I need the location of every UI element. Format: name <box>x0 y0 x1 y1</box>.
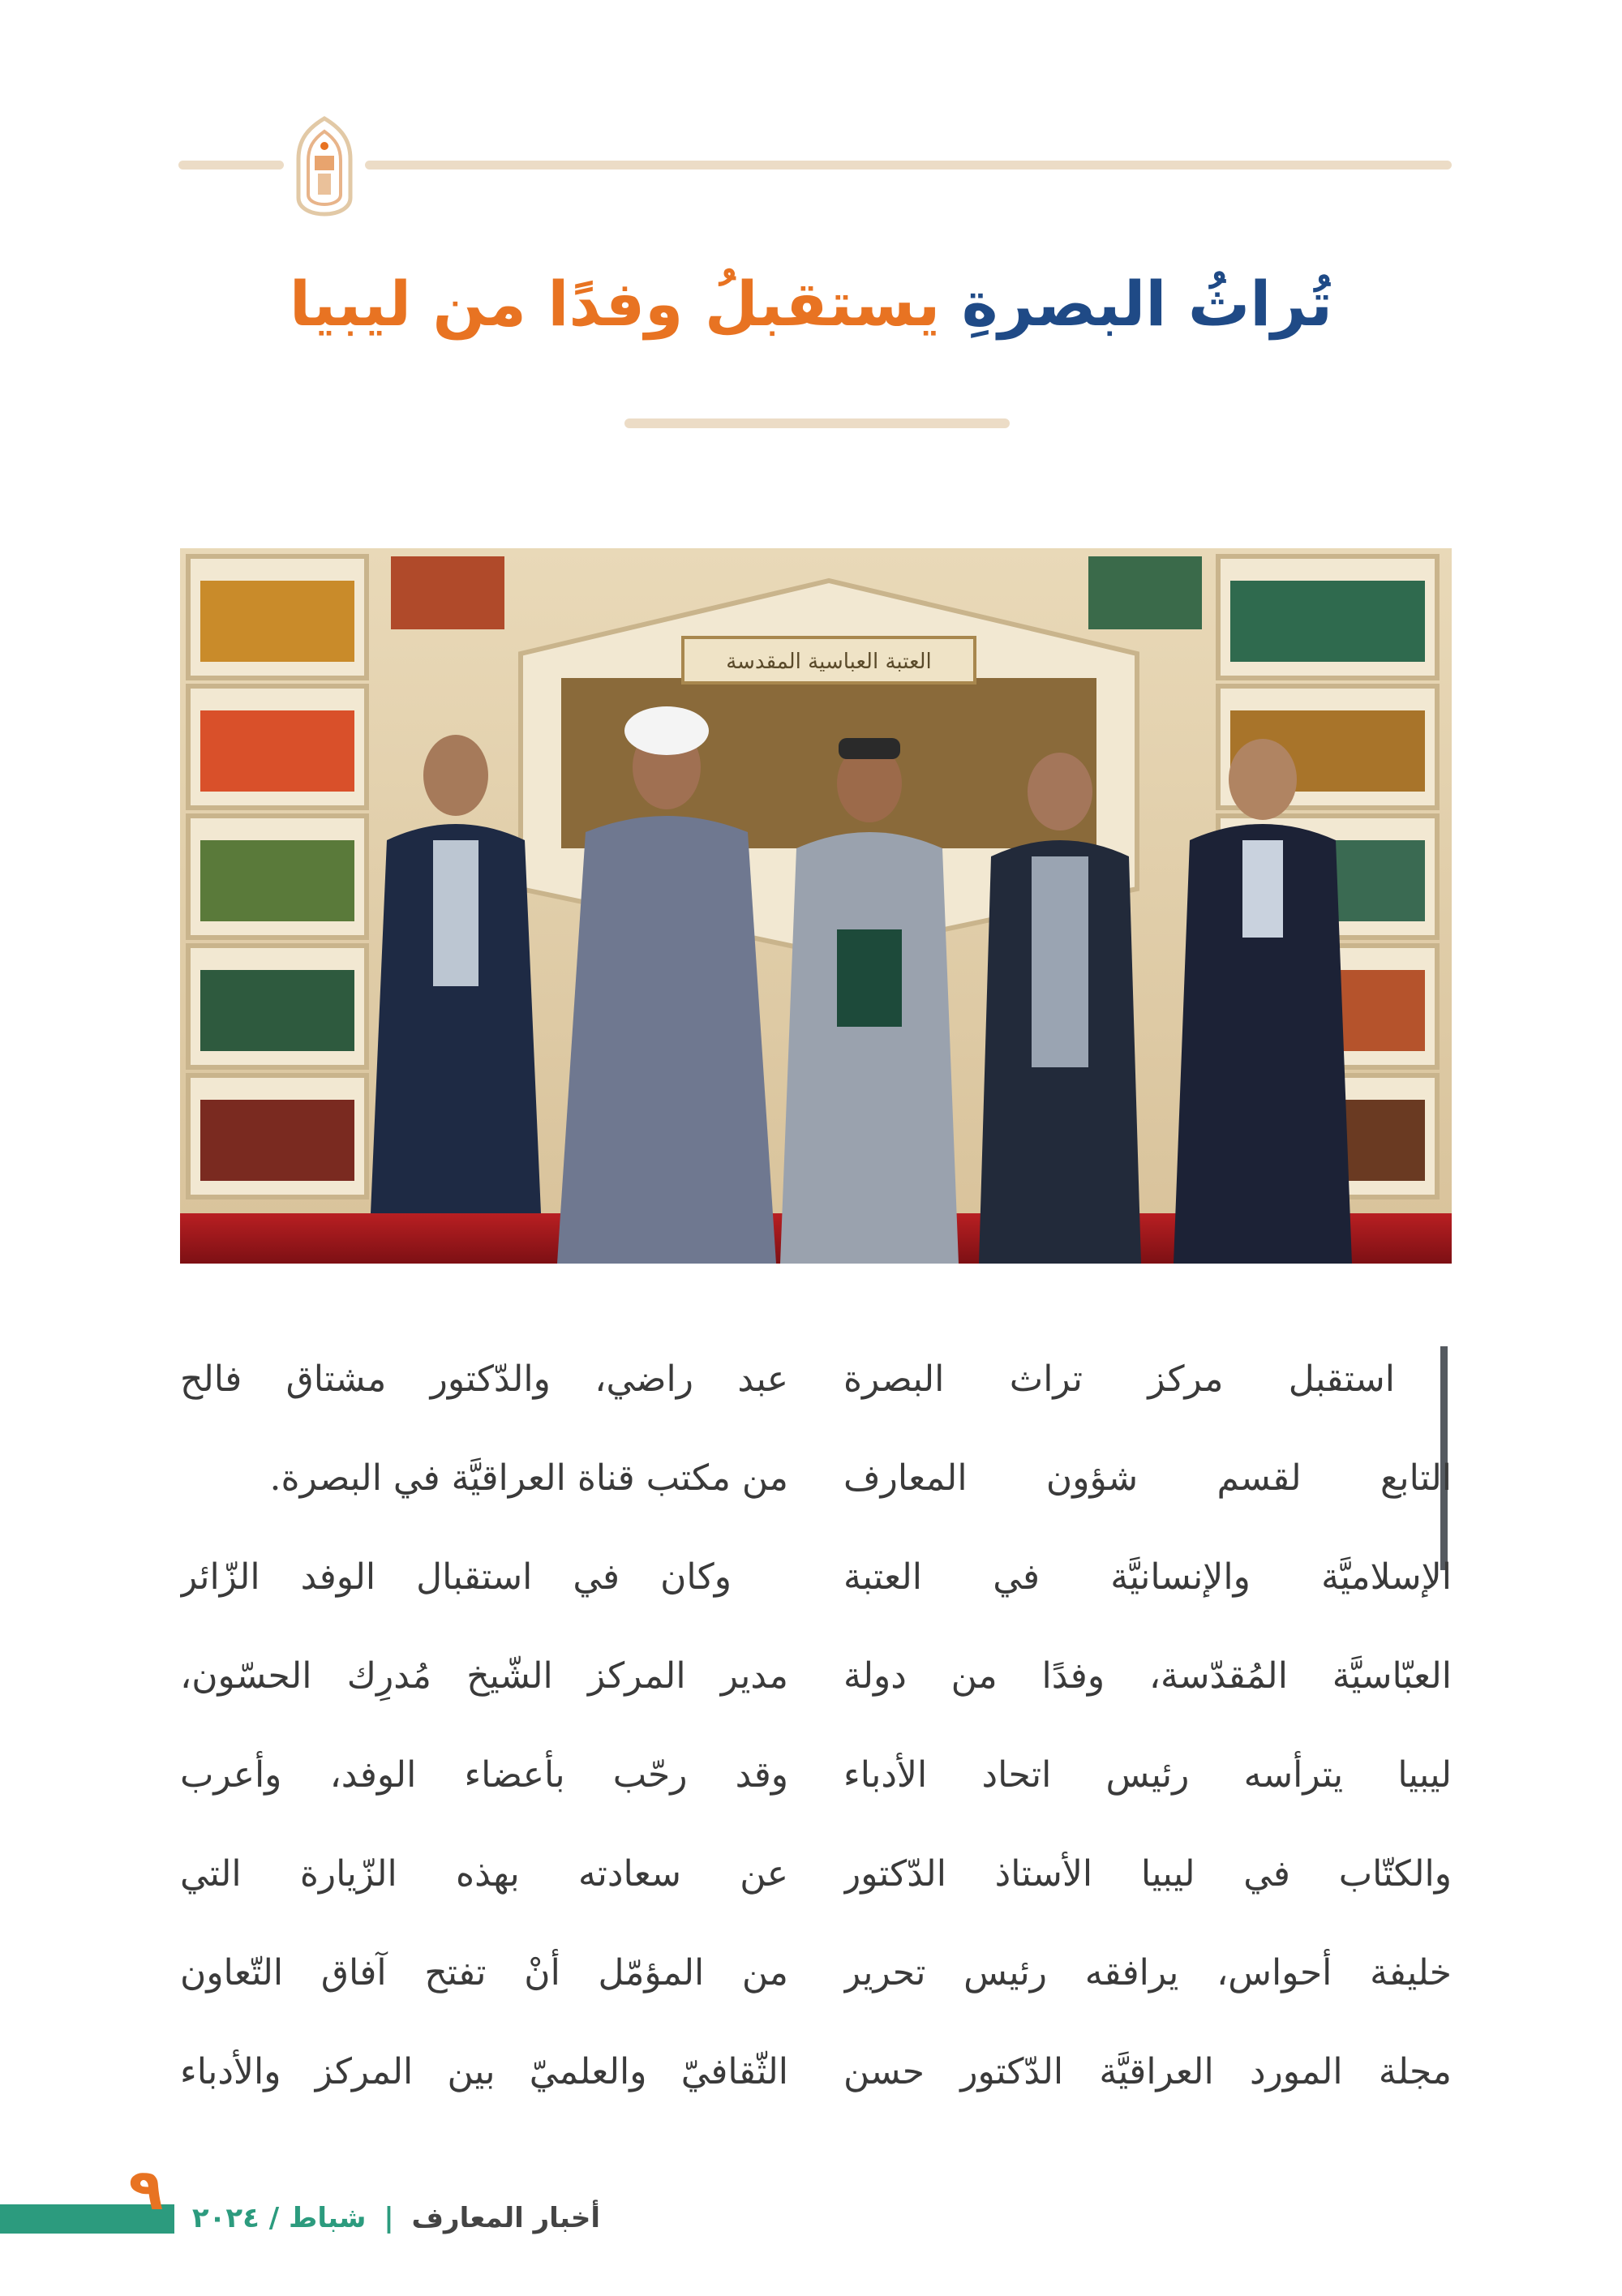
delegation-photo <box>180 548 1452 1264</box>
title-part-blue: تُراثُ البصرةِ <box>961 268 1333 340</box>
text-line: وكان في استقبال الوفد الزّائر <box>180 1556 732 1598</box>
text-line: وقد رحّب بأعضاء الوفد، وأعرب <box>180 1754 788 1796</box>
text-line: عن سعادته بهذه الزّيارة التي <box>180 1853 788 1895</box>
article-title <box>243 243 1379 365</box>
header-rule-left <box>178 161 284 170</box>
text-line: التابع لقسم شؤون المعارف <box>843 1457 1452 1499</box>
text-line: مدير المركز الشّيخ مُدرِك الحسّون، <box>180 1655 788 1697</box>
footer-separator: | <box>384 2202 394 2234</box>
text-line: استقبل مركز تراث البصرة <box>843 1358 1395 1400</box>
header-rule-right <box>365 161 1452 170</box>
center-logo-icon <box>285 114 363 219</box>
text-line: والكتّاب في ليبيا الأستاذ الدّكتور <box>843 1853 1452 1895</box>
text-line: من مكتب قناة العراقيَّة في البصرة. <box>269 1457 788 1499</box>
text-line: الثّقافيّ والعلميّ بين المركز والأدباء <box>180 2051 788 2092</box>
article-column-left <box>180 1330 788 2122</box>
text-line: خليفة أحواس، يرافقه رئيس تحرير <box>843 1952 1452 1993</box>
photo-illustration <box>180 548 1452 1264</box>
footer-text <box>191 2194 600 2242</box>
title-part-orange: يستقبلُ وفدًا من ليبيا <box>289 268 941 340</box>
text-line: مجلة المورد العراقيَّة الدّكتور حسن <box>843 2051 1452 2092</box>
photo-banner-text: العتبة العباسية المقدسة <box>726 650 932 674</box>
title-underline <box>624 418 1010 428</box>
page-number: ٩ <box>128 2157 164 2223</box>
issue-date: شباط / ٢٠٢٤ <box>191 2202 367 2234</box>
text-line: ليبيا يترأسه رئيس اتحاد الأدباء <box>843 1754 1452 1796</box>
publication-name: أخبار المعارف <box>411 2202 600 2234</box>
text-line: من المؤمّل أنْ تفتح آفاق التّعاون <box>180 1952 788 1993</box>
text-line: الإسلاميَّة والإنسانيَّة في العتبة <box>843 1556 1452 1598</box>
text-line: عبد راضي، والدّكتور مشتاق فالح <box>180 1358 788 1400</box>
text-line: العبّاسيَّة المُقدّسة، وفدًا من دولة <box>843 1655 1452 1697</box>
article-column-right <box>843 1330 1452 2122</box>
